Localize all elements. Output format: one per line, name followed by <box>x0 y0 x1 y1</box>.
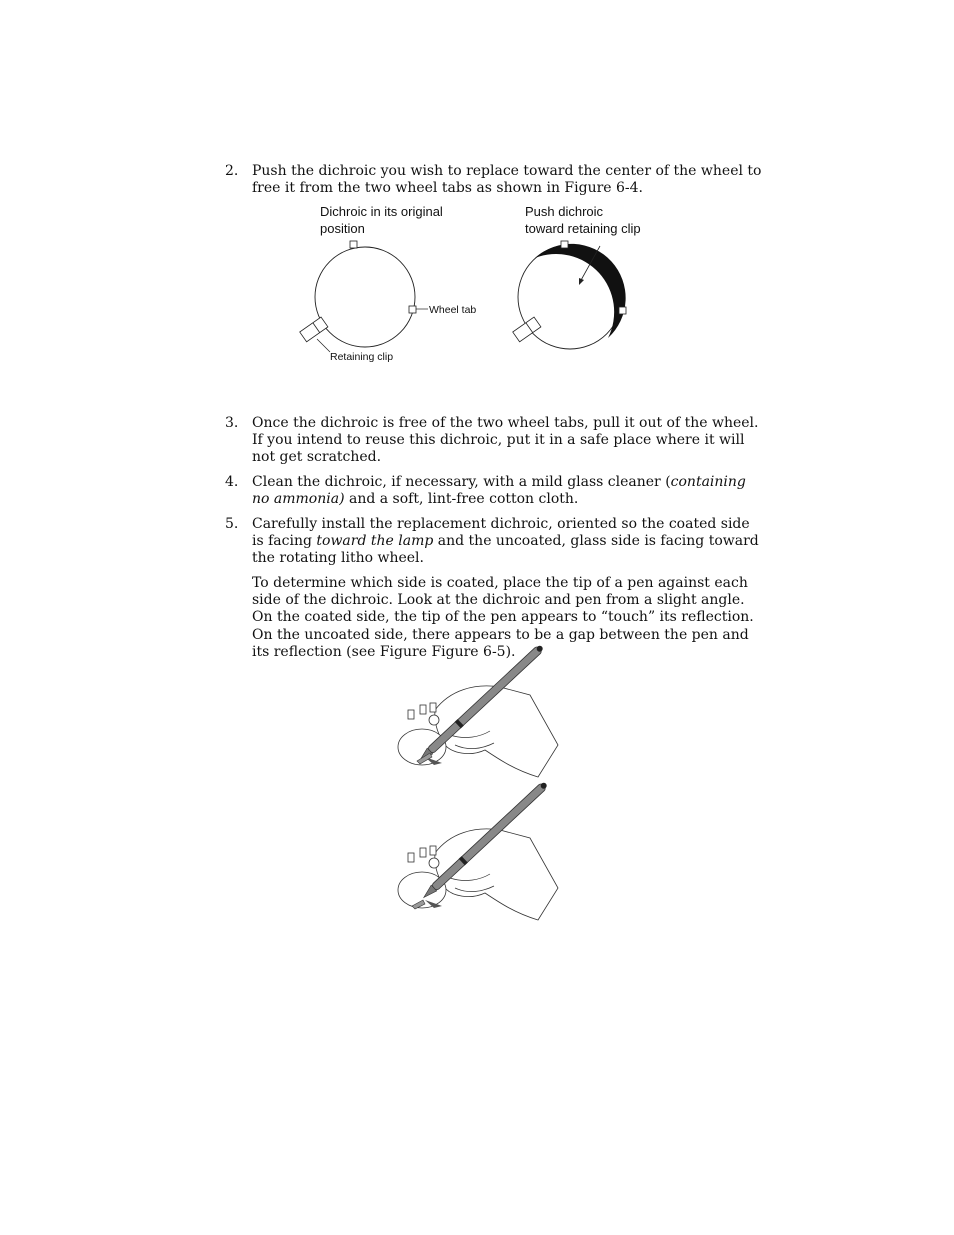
clip-icon <box>408 846 439 868</box>
step-text-emphasis: containing no ammonia) <box>252 474 746 508</box>
arrow-head-icon <box>579 278 584 285</box>
step-text-part: and the uncoated, glass side is facing toward the rotating litho wheel. <box>252 533 759 567</box>
retaining-clip-leader <box>317 339 330 352</box>
step-number: 4. <box>225 474 239 490</box>
step-text-part: Clean the dichroic, if necessary, with a mild glass cleaner ( <box>252 474 671 490</box>
step-text: Once the dichroic is free of the two wheel tabs, pull it out of the wheel. If you intend to reuse this dichroic, put it in a safe place where it will not get scratched. <box>252 415 759 466</box>
label-wheel-tab: Wheel tab <box>429 304 477 316</box>
label-original-line2: position <box>320 221 365 236</box>
step-number: 5. <box>225 516 239 532</box>
label-original-line1: Dichroic in its original <box>320 204 443 219</box>
step-text: Push the dichroic you wish to replace toward the center of the wheel to free it from the two wheel tabs as shown in Figure 6-4. <box>252 163 762 197</box>
step-text <box>252 516 762 568</box>
coating-test-paragraph: To determine which side is coated, place the tip of a pen against each side of the dichroic. Look at the dichroic and pen from a slight angle. On the coated side, the tip of the pen appears to “touch” its reflection. On the uncoated side, there appears to be a gap between the pen and its reflection (see Figure Figure 6-5). <box>252 575 754 660</box>
label-retaining-clip: Retaining clip <box>330 351 394 363</box>
figure-6-5-uncoated-side-illustration <box>390 808 565 928</box>
side-wheel-tab-right <box>619 307 626 314</box>
step-number: 2. <box>225 163 239 179</box>
side-wheel-tab <box>409 306 416 313</box>
clip-icon <box>408 703 439 725</box>
step-number: 3. <box>225 415 239 431</box>
figure-6-4-wheel-diagram <box>290 200 690 370</box>
step-text-part: Carefully install the replacement dichroic, oriented so the coated side is facing <box>252 516 750 550</box>
step-text-part: and a soft, lint-free cotton cloth. <box>344 491 579 508</box>
label-push-line2: toward retaining clip <box>525 221 641 236</box>
retaining-clip-icon <box>300 317 328 342</box>
label-push-line1: Push dichroic <box>525 204 604 219</box>
figure-6-5-coated-side-illustration <box>390 665 565 785</box>
step-text-emphasis: toward the lamp <box>316 533 434 550</box>
top-wheel-tab <box>350 241 357 248</box>
dichroic-wheel-original <box>315 247 415 347</box>
top-wheel-tab-right <box>561 241 568 248</box>
step-text <box>252 474 762 508</box>
retaining-clip-icon-right <box>513 317 541 342</box>
displaced-dichroic-crescent <box>535 244 626 338</box>
